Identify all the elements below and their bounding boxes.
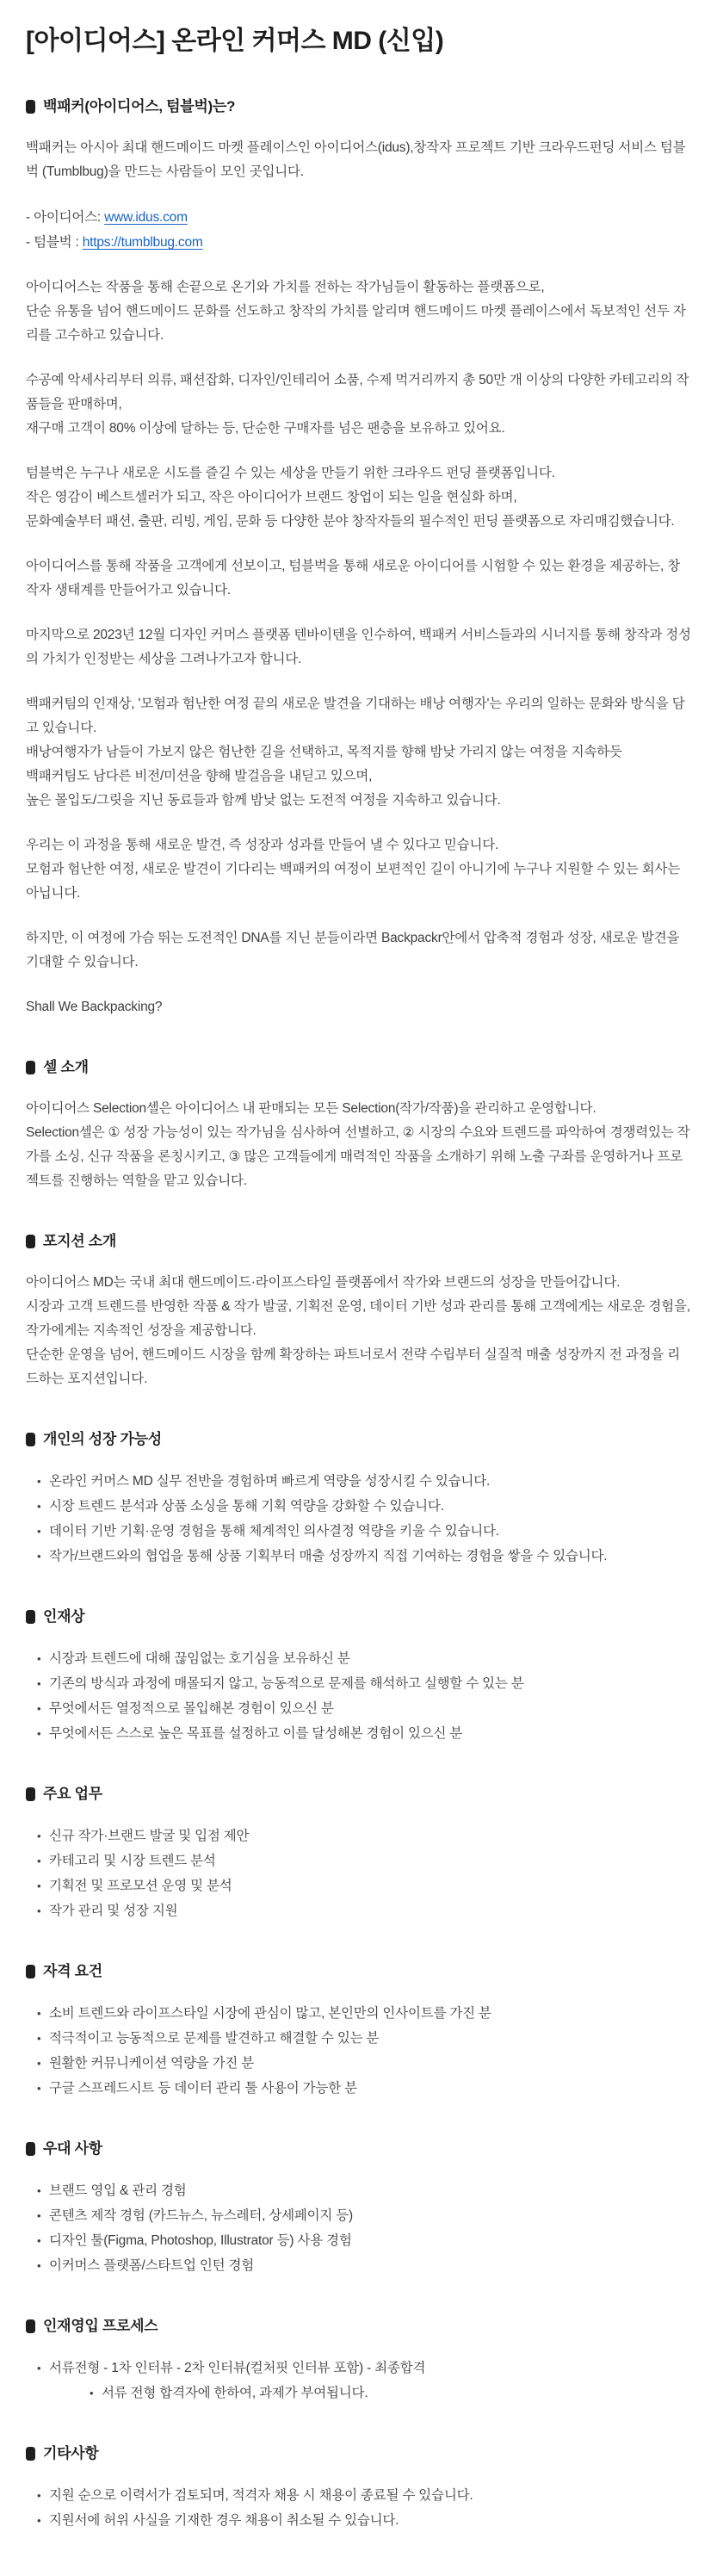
bullet-list <box>26 1824 691 1923</box>
list-item-text: 온라인 커머스 MD 실무 전반을 경험하며 빠르게 역량을 성장시킬 수 있습니다. <box>49 1474 491 1489</box>
list-item-text: 작가 관리 및 성장 지원 <box>49 1904 178 1918</box>
page-title: [아이디어스] 온라인 커머스 MD (신입) <box>26 27 444 55</box>
section-bullet-icon <box>26 1965 35 1978</box>
paragraph <box>26 692 691 813</box>
list-item <box>26 1824 691 1848</box>
links-block <box>26 205 691 255</box>
bullet-dot-icon <box>37 1696 40 1721</box>
section-bullet-icon <box>26 1235 35 1248</box>
bullet-dot-icon <box>37 1873 40 1898</box>
section-bullet-icon <box>26 2142 35 2156</box>
section-main-tasks <box>26 1786 691 1923</box>
section-heading <box>26 1233 691 1250</box>
link-prefix: - 텀블벅 : <box>26 235 83 250</box>
list-item <box>26 1494 691 1519</box>
paragraph-line: 재구매 고객이 80% 이상에 달하는 등, 단순한 구매자를 넘은 팬층을 보유하고 있어요. <box>26 421 505 436</box>
paragraph <box>26 1271 691 1391</box>
section-bullet-icon <box>26 1433 35 1446</box>
list-item-text: 기획전 및 프로모션 운영 및 분석 <box>49 1879 232 1893</box>
list-item <box>26 2253 691 2278</box>
section-heading <box>26 1963 691 1980</box>
section-heading-label: 포지션 소개 <box>43 1233 117 1249</box>
paragraph-line: Selection셀은 ① 성장 가능성이 있는 작가님을 심사하여 선별하고, ② 시장의 수요와 트렌드를 파악하여 경쟁력있는 작가를 소싱, 신규 작품을 론칭시키고, ③ 많은 고객들에게 매력적인 작품을 소개하기 위해 노출 구좌를 운영하거나 프로젝트를 진행하는 역할을 맡고 있습니다. <box>26 1125 690 1188</box>
list-item <box>26 1519 691 1544</box>
paragraph-line: 아이디어스 MD는 국내 최대 핸드메이드·라이프스타일 플랫폼에서 작가와 브랜드의 성장을 만들어갑니다. <box>26 1275 621 1290</box>
section-heading-label: 기타사항 <box>43 2445 99 2461</box>
bullet-dot-icon <box>37 2483 40 2508</box>
list-item <box>26 2026 691 2051</box>
bullet-dot-icon <box>37 2076 40 2101</box>
idus-link[interactable]: www.idus.com <box>104 210 188 225</box>
list-item-text: 무엇에서든 스스로 높은 목표를 설정하고 이를 달성해본 경험이 있으신 분 <box>49 1726 463 1741</box>
paragraph <box>26 368 691 441</box>
section-heading <box>26 98 691 115</box>
section-heading <box>26 2318 691 2335</box>
bullet-dot-icon <box>37 2178 40 2203</box>
paragraph-line: 우리는 이 과정을 통해 새로운 발견, 즉 성장과 성과를 만들어 낼 수 있다고 믿습니다. <box>26 838 499 852</box>
section-bullet-icon <box>26 100 35 114</box>
paragraph-line: 아이디어스 Selection셀은 아이디어스 내 판매되는 모든 Selection(작가/작품)을 관리하고 운영합니다. <box>26 1101 596 1116</box>
bullet-dot-icon <box>37 1469 40 1494</box>
section-bullet-icon <box>26 1610 35 1624</box>
bullet-dot-icon <box>37 2253 40 2278</box>
list-item-text: 서류전형 - 1차 인터뷰 - 2차 인터뷰(컬처핏 인터뷰 포함) - 최종합격 <box>49 2361 426 2375</box>
paragraph-line: 모험과 험난한 여정, 새로운 발견이 기다리는 백패커의 여정이 보편적인 길이 아니기에 누구나 지원할 수 있는 회사는 아닙니다. <box>26 862 681 901</box>
paragraph-line: 아이디어스는 작품을 통해 손끝으로 온기와 가치를 전하는 작가님들이 활동하는 플랫폼으로, <box>26 280 545 294</box>
section-heading-label: 백패커(아이디어스, 텀블벅)는? <box>43 98 236 115</box>
list-item <box>26 2076 691 2101</box>
list-item-text: 기존의 방식과 과정에 매몰되지 않고, 능동적으로 문제를 해석하고 실행할 수 있는 분 <box>49 1676 524 1691</box>
paragraph <box>26 276 691 348</box>
list-item-text: 지원서에 허위 사실을 기재한 경우 채용이 취소될 수 있습니다. <box>49 2513 399 2528</box>
list-item-text: 브랜드 영입 & 관리 경험 <box>49 2183 187 2198</box>
section-heading <box>26 2445 691 2462</box>
list-item-text: 적극적이고 능동적으로 문제를 발견하고 해결할 수 있는 분 <box>49 2031 380 2046</box>
section-heading <box>26 1608 691 1625</box>
paragraph <box>26 1097 691 1193</box>
bullet-dot-icon <box>37 1646 40 1671</box>
paragraph-line: 백패커팀의 인재상, '모험과 험난한 여정 끝의 새로운 발견을 기대하는 배낭 여행자'는 우리의 일하는 문화와 방식을 담고 있습니다. <box>26 697 685 735</box>
list-item <box>26 2508 691 2533</box>
sections <box>26 98 691 2533</box>
list-item <box>26 1898 691 1923</box>
paragraph-line: 단순 유통을 넘어 핸드메이드 문화를 선도하고 창작의 가치를 알리며 핸드메이드 마켓 플레이스에서 독보적인 선두 자리를 고수하고 있습니다. <box>26 304 686 343</box>
list-item <box>26 2203 691 2228</box>
list-item-text: 시장과 트렌드에 대해 끊임없는 호기심을 보유하신 분 <box>49 1651 350 1666</box>
paragraph-line: 텀블벅은 누구나 새로운 시도를 즐길 수 있는 세상을 만들기 위한 크라우드 펀딩 플랫폼입니다. <box>26 466 555 480</box>
link-prefix: - 아이디어스: <box>26 210 105 225</box>
section-misc <box>26 2445 691 2533</box>
section-cell-intro <box>26 1059 691 1193</box>
bullet-list <box>26 2178 691 2278</box>
paragraph <box>26 995 691 1019</box>
section-heading-label: 인재영입 프로세스 <box>43 2318 158 2334</box>
paragraph-line: 문화예술부터 패션, 출판, 리빙, 게임, 문화 등 다양한 분야 창작자들의 필수적인 펀딩 플랫폼으로 자리매김했습니다. <box>26 514 675 529</box>
section-preferred <box>26 2140 691 2278</box>
bullet-dot-icon <box>37 1848 40 1873</box>
section-about-backpackr <box>26 98 691 1019</box>
list-item-text: 디자인 툴(Figma, Photoshop, Illustrator 등) 사용 경험 <box>49 2233 352 2248</box>
bullet-dot-icon <box>37 1519 40 1544</box>
list-item <box>26 1873 691 1898</box>
bullet-dot-icon <box>37 2001 40 2026</box>
section-heading <box>26 1786 691 1803</box>
link-line <box>26 230 691 255</box>
section-heading-label: 인재상 <box>43 1608 85 1625</box>
list-item <box>26 2178 691 2203</box>
bullet-dot-icon <box>37 2203 40 2228</box>
section-qualifications <box>26 1963 691 2101</box>
paragraph-line: 단순한 운영을 넘어, 핸드메이드 시장을 함께 확장하는 파트너로서 전략 수립부터 실질적 매출 성장까지 전 과정을 리드하는 포지션입니다. <box>26 1347 681 1386</box>
bullet-dot-icon <box>37 1671 40 1696</box>
paragraph-line: 배낭여행자가 남들이 가보지 않은 험난한 길을 선택하고, 목적지를 향해 밤낮 가리지 않는 여정을 지속하듯 <box>26 745 622 759</box>
paragraph <box>26 623 691 672</box>
list-item-text: 콘텐츠 제작 경험 (카드뉴스, 뉴스레터, 상세페이지 등) <box>49 2208 354 2223</box>
bullet-dot-icon <box>37 1824 40 1848</box>
list-item-text: 소비 트렌드와 라이프스타일 시장에 관심이 많고, 본인만의 인사이트를 가진 분 <box>49 2006 491 2021</box>
paragraph-line: Shall We Backpacking? <box>26 1000 163 1014</box>
section-heading-label: 주요 업무 <box>43 1786 102 1802</box>
paragraph <box>26 136 691 184</box>
section-bullet-icon <box>26 1061 35 1074</box>
list-item-text: 구글 스프레드시트 등 데이터 관리 툴 사용이 가능한 분 <box>49 2081 357 2096</box>
section-bullet-icon <box>26 1787 35 1801</box>
paragraph <box>26 926 691 975</box>
list-item-text: 작가/브랜드와의 협업을 통해 상품 기획부터 매출 성장까지 직접 기여하는 경험을 쌓을 수 있습니다. <box>49 1549 608 1564</box>
bullet-dot-icon <box>90 2381 93 2406</box>
bullet-dot-icon <box>37 1898 40 1923</box>
list-item-text: 무엇에서든 열정적으로 몰입해본 경험이 있으신 분 <box>49 1701 334 1716</box>
section-ideal-candidate <box>26 1608 691 1746</box>
list-item <box>26 1469 691 1494</box>
sub-list-item <box>78 2381 691 2406</box>
paragraph-line: 아이디어스를 통해 작품을 고객에게 선보이고, 텀블벅을 통해 새로운 아이디어를 시험할 수 있는 환경을 제공하는, 창작자 생태계를 만들어가고 있습니다. <box>26 559 681 598</box>
paragraph <box>26 554 691 603</box>
section-bullet-icon <box>26 2319 35 2333</box>
bullet-dot-icon <box>37 2228 40 2253</box>
list-item-text: 데이터 기반 기획·운영 경험을 통해 체계적인 의사결정 역량을 키울 수 있습니다. <box>49 1524 499 1539</box>
bullet-dot-icon <box>37 1494 40 1519</box>
list-item <box>26 1721 691 1746</box>
section-heading <box>26 1059 691 1076</box>
bullet-dot-icon <box>37 1544 40 1569</box>
section-personal-growth <box>26 1431 691 1569</box>
section-heading-label: 개인의 성장 가능성 <box>43 1431 162 1447</box>
bullet-dot-icon <box>37 2508 40 2533</box>
list-item-text: 신규 작가·브랜드 발굴 및 입점 제안 <box>49 1829 250 1843</box>
section-heading <box>26 2140 691 2158</box>
paragraph <box>26 833 691 906</box>
paragraph-line: 백패커팀도 남다른 비전/미션을 향해 발걸음을 내딛고 있으며, <box>26 769 373 783</box>
list-item-text: 카테고리 및 시장 트렌드 분석 <box>49 1854 216 1868</box>
section-hiring-process <box>26 2318 691 2406</box>
list-item <box>26 2356 691 2406</box>
list-item <box>26 2483 691 2508</box>
section-heading-label: 자격 요건 <box>43 1963 102 1979</box>
tumblbug-link[interactable]: https://tumblbug.com <box>82 235 203 250</box>
list-item-text: 원활한 커뮤니케이션 역량을 가진 분 <box>49 2056 255 2071</box>
bullet-list <box>26 1469 691 1569</box>
list-item-text: 이커머스 플랫폼/스타트업 인턴 경험 <box>49 2258 255 2273</box>
list-item <box>26 1696 691 1721</box>
sub-list-item-text: 서류 전형 합격자에 한하여, 과제가 부여됩니다. <box>102 2386 368 2400</box>
section-heading-label: 우대 사항 <box>43 2140 102 2157</box>
section-bullet-icon <box>26 2447 35 2461</box>
section-heading <box>26 1431 691 1448</box>
paragraph-line: 높은 몰입도/그릿을 지닌 동료들과 함께 밤낮 없는 도전적 여정을 지속하고 있습니다. <box>26 793 501 808</box>
list-item <box>26 2228 691 2253</box>
paragraph-line: 백패커는 아시아 최대 핸드메이드 마켓 플레이스인 아이디어스(idus),창작자 프로젝트 기반 크라우드펀딩 서비스 텀블벅 (Tumblbug)을 만드는 사람들이 모인 곳입니다. <box>26 140 686 179</box>
bullet-list <box>26 1646 691 1746</box>
list-item <box>26 2051 691 2076</box>
paragraph-line: 작은 영감이 베스트셀러가 되고, 작은 아이디어가 브랜드 창업이 되는 일을 현실화 하며, <box>26 490 517 505</box>
list-item <box>26 2001 691 2026</box>
section-position-intro <box>26 1233 691 1391</box>
paragraph-line: 하지만, 이 여정에 가슴 뛰는 도전적인 DNA를 지닌 분들이라면 Backpackr안에서 압축적 경험과 성장, 새로운 발견을 기대할 수 있습니다. <box>26 931 680 969</box>
bullet-dot-icon <box>37 1721 40 1746</box>
bullet-dot-icon <box>37 2356 40 2381</box>
list-item-text: 시장 트렌드 분석과 상품 소싱을 통해 기획 역량을 강화할 수 있습니다. <box>49 1499 444 1514</box>
list-item <box>26 1671 691 1696</box>
paragraph-line: 마지막으로 2023년 12월 디자인 커머스 플랫폼 텐바이텐을 인수하여, 백패커 서비스들과의 시너지를 통해 창작과 정성의 가치가 인정받는 세상을 그려나가고자 합니다. <box>26 628 691 666</box>
link-line <box>26 205 691 230</box>
bullet-list <box>26 2001 691 2101</box>
list-item <box>26 1646 691 1671</box>
paragraph <box>26 461 691 534</box>
bullet-dot-icon <box>37 2051 40 2076</box>
list-item-text: 지원 순으로 이력서가 검토되며, 적격자 채용 시 채용이 종료될 수 있습니다. <box>49 2488 473 2503</box>
bullet-list <box>26 2356 691 2406</box>
bullet-dot-icon <box>37 2026 40 2051</box>
section-heading-label: 셀 소개 <box>43 1059 89 1075</box>
paragraph-line: 시장과 고객 트렌드를 반영한 작품 & 작가 발굴, 기획전 운영, 데이터 기반 성과 관리를 통해 고객에게는 새로운 경험을, 작가에게는 지속적인 성장을 제공합니다. <box>26 1299 690 1338</box>
list-item <box>26 1544 691 1569</box>
paragraph-line: 수공예 악세사리부터 의류, 패션잡화, 디자인/인테리어 소품, 수제 먹거리까지 총 50만 개 이상의 다양한 카테고리의 작품들을 판매하며, <box>26 373 689 412</box>
sub-bullet-list <box>78 2381 691 2406</box>
bullet-list <box>26 2483 691 2533</box>
list-item <box>26 1848 691 1873</box>
